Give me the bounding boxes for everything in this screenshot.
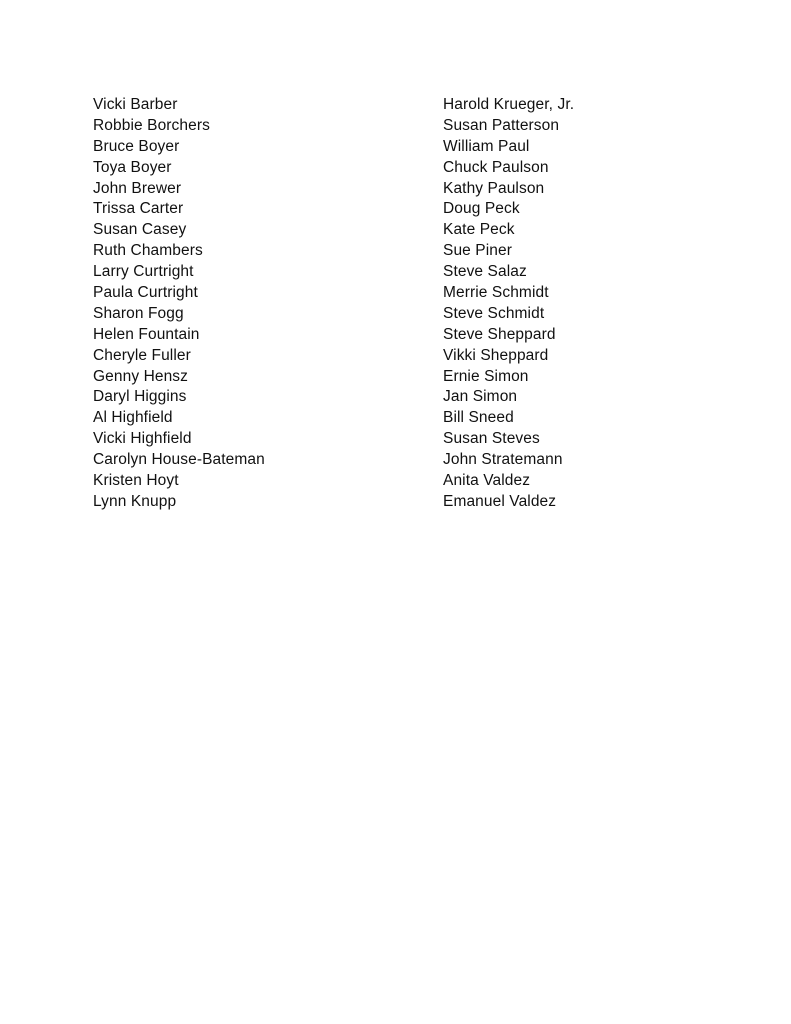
name-entry: Larry Curtright	[93, 263, 194, 281]
name-entry: Robbie Borchers	[93, 116, 210, 134]
name-entry: Vikki Sheppard	[443, 346, 549, 364]
name-entry: Al Highfield	[93, 409, 173, 427]
name-entry: John Brewer	[93, 179, 182, 197]
name-entry: Vicki Barber	[93, 96, 178, 113]
name-entry: Cheryle Fuller	[93, 346, 191, 364]
name-entry: Carolyn House-Bateman	[93, 451, 265, 469]
name-entry: Helen Fountain	[93, 325, 200, 343]
name-entry: Kathy Paulson	[443, 179, 545, 197]
name-entry: Merrie Schmidt	[443, 284, 549, 302]
name-entry: Emanuel Valdez	[443, 492, 557, 510]
name-entry: Chuck Paulson	[443, 158, 549, 176]
name-entry: Kate Peck	[443, 221, 515, 239]
name-entry: Bruce Boyer	[93, 137, 180, 155]
name-entry: Daryl Higgins	[93, 388, 187, 406]
name-entry: Vicki Highfield	[93, 430, 192, 448]
name-entry: Bill Sneed	[443, 409, 514, 427]
name-entry: Harold Krueger, Jr.	[443, 96, 575, 113]
name-entry: Trissa Carter	[93, 200, 184, 218]
name-entry: Kristen Hoyt	[93, 472, 179, 490]
name-entry: Jan Simon	[443, 388, 518, 406]
name-entry: Paula Curtright	[93, 284, 198, 302]
name-entry: Sue Piner	[443, 242, 512, 260]
name-entry: John Stratemann	[443, 451, 563, 469]
name-entry: William Paul	[443, 137, 530, 155]
name-entry: Steve Sheppard	[443, 325, 556, 343]
name-entry: Toya Boyer	[93, 158, 172, 176]
name-list-right	[443, 95, 574, 513]
name-entry: Ruth Chambers	[93, 242, 203, 260]
name-entry: Anita Valdez	[443, 472, 531, 490]
name-entry: Susan Patterson	[443, 116, 560, 134]
name-entry: Steve Salaz	[443, 263, 527, 281]
name-entry: Sharon Fogg	[93, 304, 184, 322]
name-entry: Genny Hensz	[93, 367, 189, 385]
name-entry: Steve Schmidt	[443, 304, 545, 322]
name-entry: Lynn Knupp	[93, 492, 177, 510]
name-entry: Susan Steves	[443, 430, 540, 448]
name-entry: Doug Peck	[443, 200, 520, 218]
name-list-left	[93, 95, 265, 513]
name-entry: Ernie Simon	[443, 367, 529, 385]
name-entry: Susan Casey	[93, 221, 187, 239]
